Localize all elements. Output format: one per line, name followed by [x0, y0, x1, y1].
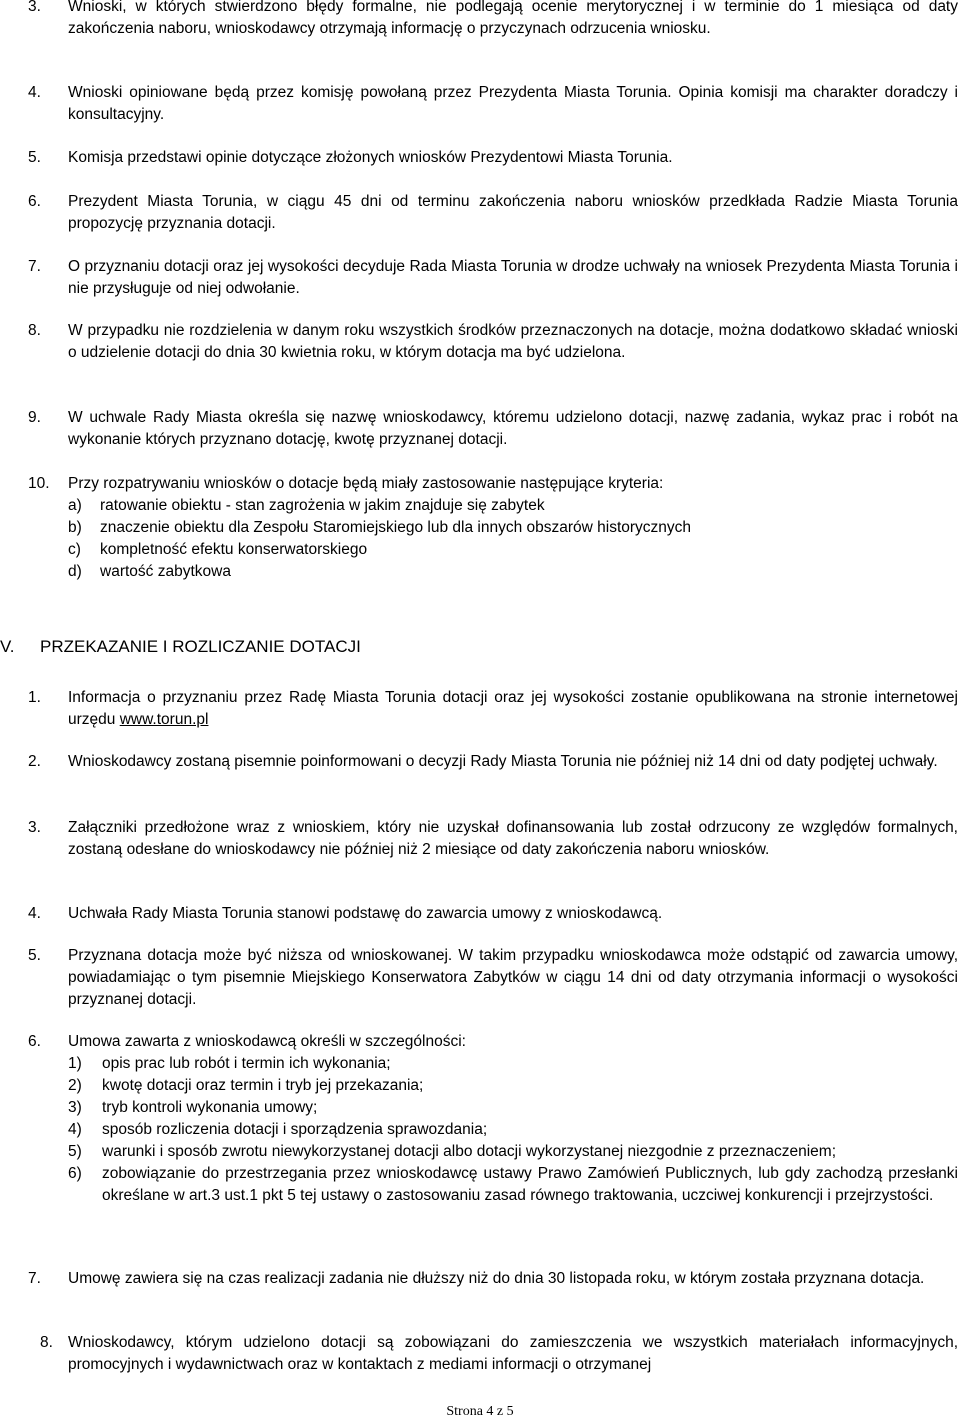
item-text: Przyznana dotacja może być niższa od wnioskowanej. W takim przypadku wnioskodawca może odstąpić od zawarcia umowy, powiadamiając o tym pisemnie Miejskiego Konserwatora Zabytków w ciągu 14 dni od daty otrzymania informacji o wysokości przyznanej dotacji.: [68, 947, 958, 1008]
list-item: [28, 320, 958, 364]
item-number: 3.: [28, 819, 41, 836]
criteria-text: znaczenie obiektu dla Zespołu Staromiejskiego lub dla innych obszarów historycznych: [100, 519, 692, 536]
criteria-item: [68, 539, 958, 561]
contract-point-label: 2): [68, 1077, 82, 1094]
contract-point: [68, 1119, 958, 1141]
item-text: Wnioskodawcy zostaną pisemnie poinformowani o decyzji Rady Miasta Torunia nie później niż 14 dni od daty podjętej uchwały.: [68, 753, 938, 770]
item-number: 5.: [28, 149, 41, 166]
contract-point-label: 6): [68, 1165, 82, 1182]
contract-point-label: 1): [68, 1055, 82, 1072]
item-text: Prezydent Miasta Torunia, w ciągu 45 dni od terminu zakończenia naboru wniosków przedkłada Radzie Miasta Torunia propozycję przyznania dotacji.: [68, 193, 958, 232]
item-number: 4.: [28, 905, 41, 922]
list-item: [28, 473, 958, 583]
item-text: Uchwała Rady Miasta Torunia stanowi podstawę do zawarcia umowy z wnioskodawcą.: [68, 905, 663, 922]
list-item: [28, 751, 958, 773]
list-item: [28, 817, 958, 861]
item-number: 3.: [28, 0, 41, 15]
section-heading: [0, 635, 361, 659]
list-item: [28, 903, 958, 925]
list-item: [28, 1332, 958, 1376]
criteria-label: c): [68, 541, 81, 558]
criteria-text: wartość zabytkowa: [100, 563, 231, 580]
criteria-label: a): [68, 497, 82, 514]
list-item: [28, 0, 958, 40]
list-item: [28, 687, 958, 731]
website-link[interactable]: www.torun.pl: [119, 711, 209, 728]
item-text: Wnioski opiniowane będą przez komisję powołaną przez Prezydenta Miasta Torunia. Opinia komisji ma charakter doradczy i konsultacyjny.: [68, 84, 958, 123]
criteria-item: [68, 495, 958, 517]
item-text: Komisja przedstawi opinie dotyczące złożonych wniosków Prezydentowi Miasta Torunia.: [68, 149, 673, 166]
item-number: 6.: [28, 1033, 41, 1050]
list-item: [28, 256, 958, 300]
item-number: 2.: [28, 753, 41, 770]
page-footer: Strona 4 z 5: [446, 1404, 514, 1419]
criteria-label: b): [68, 519, 82, 536]
list-item: [28, 1031, 958, 1207]
list-item: [28, 147, 958, 169]
item-number: 8.: [28, 322, 41, 339]
contract-point-label: 3): [68, 1099, 82, 1116]
item-text: Wnioski, w których stwierdzono błędy formalne, nie podlegają ocenie merytorycznej i w terminie do 1 miesiąca od daty zakończenia naboru, wnioskodawcy otrzymają informację o przyczynach odrzucenia wniosku.: [68, 0, 958, 37]
contract-point: [68, 1163, 958, 1207]
item-text-body: Informacja o przyznaniu przez Radę Miasta Torunia dotacji oraz jej wysokości zostanie opublikowana na stronie internetowej urzędu: [68, 689, 958, 728]
item-text: Załączniki przedłożone wraz z wnioskiem, który nie uzyskał dofinansowania lub został odrzucony ze względów formalnych, zostaną odesłane do wnioskodawcy nie później niż 2 miesiące od daty zakończenia naboru wniosków.: [68, 819, 958, 858]
list-item: [28, 82, 958, 126]
contract-point: [68, 1141, 958, 1163]
contract-point-text: warunki i sposób zwrotu niewykorzystanej dotacji albo dotacji wykorzystanej niezgodnie z przeznaczeniem;: [102, 1143, 837, 1160]
item-text: Przy rozpatrywaniu wniosków o dotacje będą miały zastosowanie następujące kryteria:: [68, 475, 664, 492]
item-number: 9.: [28, 409, 41, 426]
criteria-label: d): [68, 563, 82, 580]
item-text: [68, 687, 958, 731]
item-number: 7.: [28, 1270, 41, 1287]
item-number: 1.: [28, 689, 41, 706]
contract-point-text: zobowiązanie do przestrzegania przez wnioskodawcę ustawy Prawo Zamówień Publicznych, lub gdy zachodzą przesłanki określane w art.3 ust.1 pkt 5 tej ustawy o zastosowaniu zasad równego traktowania, uczciwej konkurencji i przejrzystości.: [102, 1165, 958, 1204]
item-number: 5.: [28, 947, 41, 964]
contract-point: [68, 1075, 958, 1097]
item-text: O przyznaniu dotacji oraz jej wysokości decyduje Rada Miasta Torunia w drodze uchwały na wniosek Prezydenta Miasta Torunia i nie przysługuje od niej odwołanie.: [68, 258, 958, 297]
contract-point-label: 4): [68, 1121, 82, 1138]
item-text: Umowa zawarta z wnioskodawcą określi w szczególności:: [68, 1033, 466, 1050]
item-text: Wnioskodawcy, którym udzielono dotacji są zobowiązani do zamieszczenia we wszystkich materiałach informacyjnych, promocyjnych i wydawnictwach oraz w kontaktach z mediami informacji o otrzymanej: [68, 1334, 958, 1373]
item-text: W uchwale Rady Miasta określa się nazwę wnioskodawcy, któremu udzielono dotacji, nazwę zadania, wykaz prac i robót na wykonanie których przyznano dotację, kwotę przyznanej dotacji.: [68, 409, 958, 448]
item-number: 8.: [40, 1334, 53, 1351]
item-number: 7.: [28, 258, 41, 275]
section-title: PRZEKAZANIE I ROZLICZANIE DOTACJI: [40, 637, 361, 656]
section-number: V.: [0, 637, 15, 656]
list-item: [28, 945, 958, 1011]
criteria-item: [68, 561, 958, 583]
item-number: 10.: [28, 475, 50, 492]
list-item: [28, 191, 958, 235]
item-text: W przypadku nie rozdzielenia w danym roku wszystkich środków przeznaczonych na dotacje, można dodatkowo składać wnioski o udzielenie dotacji do dnia 30 kwietnia roku, w którym dotacja ma być udzielona.: [68, 322, 958, 361]
item-number: 6.: [28, 193, 41, 210]
criteria-item: [68, 517, 958, 539]
contract-point: [68, 1053, 958, 1075]
criteria-text: ratowanie obiektu - stan zagrożenia w jakim znajduje się zabytek: [100, 497, 545, 514]
list-item: [28, 407, 958, 451]
contract-point-text: tryb kontroli wykonania umowy;: [102, 1099, 318, 1116]
criteria-text: kompletność efektu konserwatorskiego: [100, 541, 368, 558]
contract-point-text: opis prac lub robót i termin ich wykonania;: [102, 1055, 391, 1072]
contract-point-label: 5): [68, 1143, 82, 1160]
list-item: [28, 1268, 958, 1290]
item-number: 4.: [28, 84, 41, 101]
contract-point-text: kwotę dotacji oraz termin i tryb jej przekazania;: [102, 1077, 424, 1094]
contract-point-text: sposób rozliczenia dotacji i sporządzenia sprawozdania;: [102, 1121, 488, 1138]
contract-point: [68, 1097, 958, 1119]
item-text: Umowę zawiera się na czas realizacji zadania nie dłuższy niż do dnia 30 listopada roku, w którym została przyznana dotacja.: [68, 1270, 925, 1287]
